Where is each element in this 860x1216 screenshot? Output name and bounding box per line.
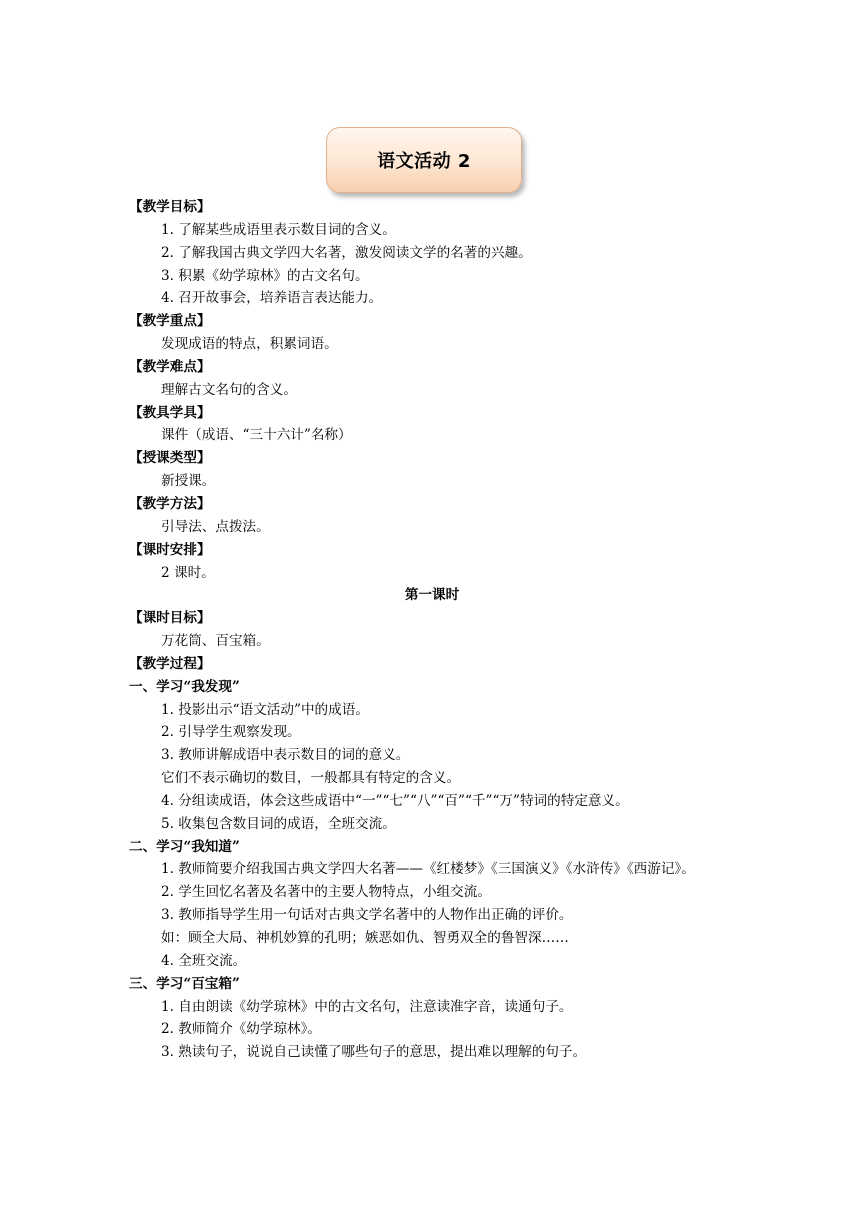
lesson-goal-text: 万花筒、百宝箱。: [161, 633, 270, 650]
part3-item: 3. 熟读句子，说说自己读懂了哪些句子的意思，提出难以理解的句子。: [161, 1044, 587, 1061]
method-heading: 【教学方法】: [129, 495, 211, 512]
title-box: [326, 127, 522, 193]
part3-item: 2. 教师简介《幼学琼林》。: [161, 1021, 322, 1038]
part1-item: 2. 引导学生观察发现。: [161, 724, 301, 741]
part1-item: 3. 教师讲解成语中表示数目的词的意义。: [161, 747, 410, 764]
hours-heading: 【课时安排】: [129, 541, 211, 558]
document-body: [131, 196, 733, 1064]
method-text: 引导法、点拨法。: [161, 518, 270, 535]
difficulty-heading: 【教学难点】: [129, 358, 211, 375]
part3-item: 1. 自由朗读《幼学琼林》中的古文名句，注意读准字音，读通句子。: [161, 998, 573, 1015]
type-text: 新授课。: [161, 473, 216, 490]
part3-heading: 三、学习“百宝箱”: [129, 975, 240, 992]
part1-heading: 一、学习“我发现”: [129, 678, 240, 695]
type-heading: 【授课类型】: [129, 450, 211, 467]
goal-item: 3. 积累《幼学琼林》的古文名句。: [161, 267, 369, 284]
key-text: 发现成语的特点，积累词语。: [161, 336, 338, 353]
goal-item: 4. 召开故事会，培养语言表达能力。: [161, 290, 383, 307]
goal-item: 1. 了解某些成语里表示数目词的含义。: [161, 221, 396, 238]
difficulty-text: 理解古文名句的含义。: [161, 381, 297, 398]
key-heading: 【教学重点】: [129, 313, 211, 330]
part2-item: 1. 教师简要介绍我国古典文学四大名著——《红楼梦》《三国演义》《水浒传》《西游记》。: [161, 861, 695, 878]
page-title: 语文活动 2: [377, 151, 471, 172]
goal-item: 2. 了解我国古典文学四大名著，激发阅读文学的名著的兴趣。: [161, 244, 532, 261]
tools-text: 课件（成语、“三十六计”名称）: [161, 427, 352, 444]
part1-item: 它们不表示确切的数目，一般都具有特定的含义。: [161, 770, 461, 787]
goals-heading: 【教学目标】: [129, 199, 211, 215]
lesson-title: 第一课时: [404, 587, 460, 604]
part1-item: 4. 分组读成语，体会这些成语中“一”“七”“八”“百”“千”“万”特词的特定意义。: [161, 792, 629, 809]
part1-item: 1. 投影出示“语文活动”中的成语。: [161, 701, 369, 718]
part2-item: 2. 学生回忆名著及名著中的主要人物特点，小组交流。: [161, 884, 491, 901]
part1-item: 5. 收集包含数目词的成语，全班交流。: [161, 815, 396, 832]
part2-heading: 二、学习“我知道”: [129, 838, 240, 855]
part2-item: 4. 全班交流。: [161, 952, 247, 969]
part2-item: 如：顾全大局、神机妙算的孔明；嫉恶如仇、智勇双全的鲁智深……: [161, 930, 569, 946]
process-heading: 【教学过程】: [129, 655, 211, 672]
part2-item: 3. 教师指导学生用一句话对古典文学名著中的人物作出正确的评价。: [161, 907, 573, 924]
lesson-goal-heading: 【课时目标】: [129, 610, 211, 627]
tools-heading: 【教具学具】: [129, 404, 211, 421]
hours-text: 2 课时。: [161, 564, 215, 581]
